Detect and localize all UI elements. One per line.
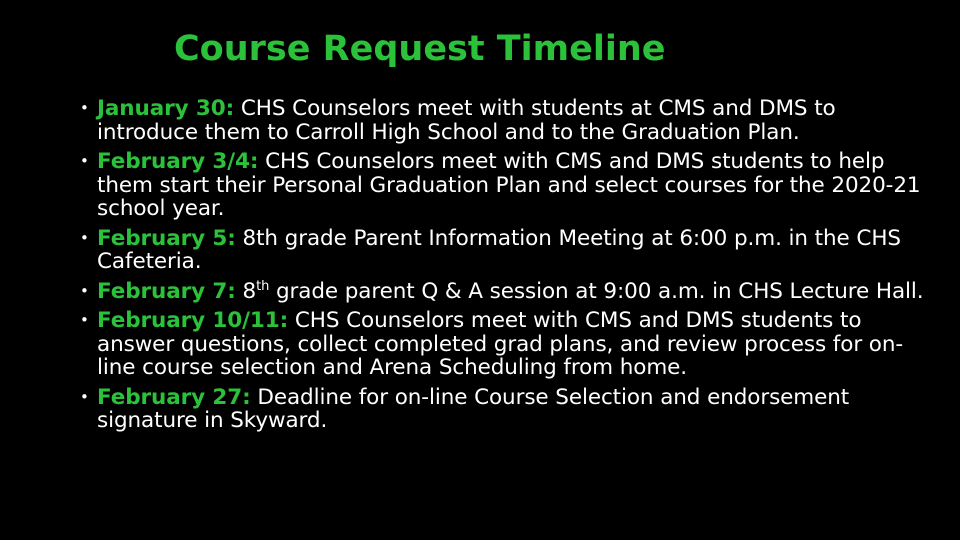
timeline-item-january-30 xyxy=(80,97,940,144)
timeline-text-before: 8 xyxy=(235,278,257,304)
timeline-date: February 7: xyxy=(97,278,236,304)
timeline-text: Deadline for on-line Course Selection and endorsement signature in Skyward. xyxy=(97,384,850,433)
timeline-date: February 10/11: xyxy=(97,308,289,333)
bullet-icon: • xyxy=(80,99,89,117)
bullet-icon: • xyxy=(80,281,89,300)
timeline-item-february-27 xyxy=(80,386,940,433)
timeline-date: February 5: xyxy=(97,225,236,251)
timeline-item-february-5 xyxy=(80,227,940,274)
timeline-date: February 27: xyxy=(97,384,251,410)
timeline-item-february-7 xyxy=(80,280,940,304)
timeline-text: CHS Counselors meet with students at CMS and DMS to introduce them to Carroll High School and to the Graduation Plan. xyxy=(97,96,836,145)
timeline-text: 8th grade Parent Information Meeting at 6:00 p.m. in the CHS Cafeteria. xyxy=(97,225,901,274)
timeline-date: February 3/4: xyxy=(97,149,259,174)
bullet-icon: • xyxy=(80,228,89,247)
timeline-text-after: grade parent Q & A session at 9:00 a.m. in CHS Lecture Hall. xyxy=(269,278,924,304)
bullet-icon: • xyxy=(80,387,89,406)
timeline-text: CHS Counselors meet with CMS and DMS students to answer questions, collect completed grad plans, and review process for on-line course selection and Arena Scheduling from home. xyxy=(97,308,904,380)
timeline-text: CHS Counselors meet with CMS and DMS students to help them start their Personal Graduation Plan and select courses for the 2020-21 school year. xyxy=(97,149,921,221)
timeline-item-february-10-11 xyxy=(80,309,940,380)
bullet-icon: • xyxy=(80,152,89,170)
bullet-icon: • xyxy=(80,311,89,329)
slide-title: Course Request Timeline xyxy=(174,29,666,69)
timeline-date: January 30: xyxy=(97,96,235,121)
timeline-superscript: th xyxy=(256,278,270,294)
timeline-list xyxy=(80,97,940,439)
timeline-item-february-3-4 xyxy=(80,150,940,221)
